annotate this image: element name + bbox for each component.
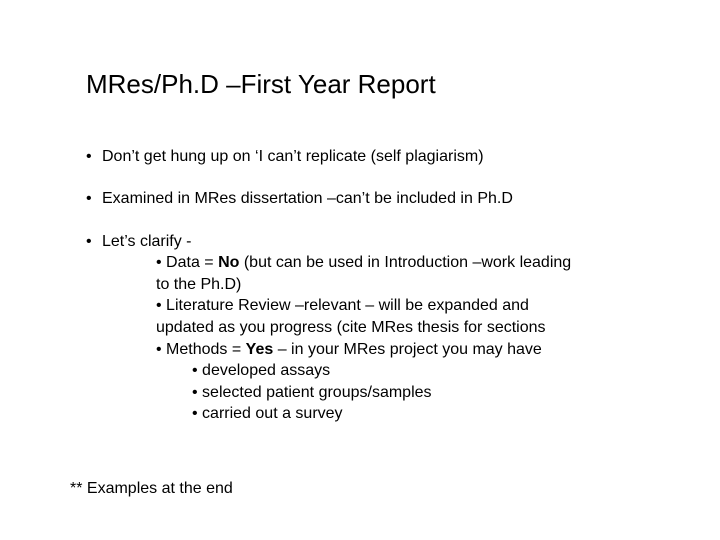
methods-item: • selected patient groups/samples (192, 383, 432, 401)
clarify-sublist (156, 252, 571, 361)
data-label: • Data = (156, 254, 219, 271)
data-answer: No (218, 254, 240, 271)
bullet-glyph: • (86, 190, 92, 207)
methods-sublist (192, 360, 432, 425)
data-line-continued: to the Ph.D) (156, 275, 242, 293)
bullet-glyph: • (86, 233, 92, 250)
footnote: ** Examples at the end (70, 480, 233, 497)
bullet-self-plagiarism (86, 146, 484, 168)
slide-title: MRes/Ph.D –First Year Report (86, 69, 436, 99)
methods-line (156, 339, 571, 361)
literature-review-line-continued: updated as you progress (cite MRes thesis for sections (156, 319, 546, 337)
bullet-lets-clarify (86, 231, 192, 253)
data-note: (but can be used in Introduction –work leading (239, 254, 572, 271)
bullet-glyph: • (86, 148, 92, 165)
bullet-text: Let’s clarify - (102, 233, 192, 250)
methods-answer: Yes (245, 340, 274, 358)
bullet-mres-dissertation (86, 188, 513, 210)
literature-review-line: • Literature Review –relevant – will be expanded and (156, 297, 529, 315)
data-line (156, 252, 571, 274)
methods-note: – in your MRes project you may have (273, 340, 542, 358)
bullet-text: Don’t get hung up on ‘I can’t replicate (self plagiarism) (102, 148, 484, 165)
methods-item: • carried out a survey (192, 405, 343, 423)
methods-label: • Methods = (156, 340, 246, 358)
bullet-text: Examined in MRes dissertation –can’t be included in Ph.D (102, 190, 513, 207)
methods-item: • developed assays (192, 362, 331, 379)
